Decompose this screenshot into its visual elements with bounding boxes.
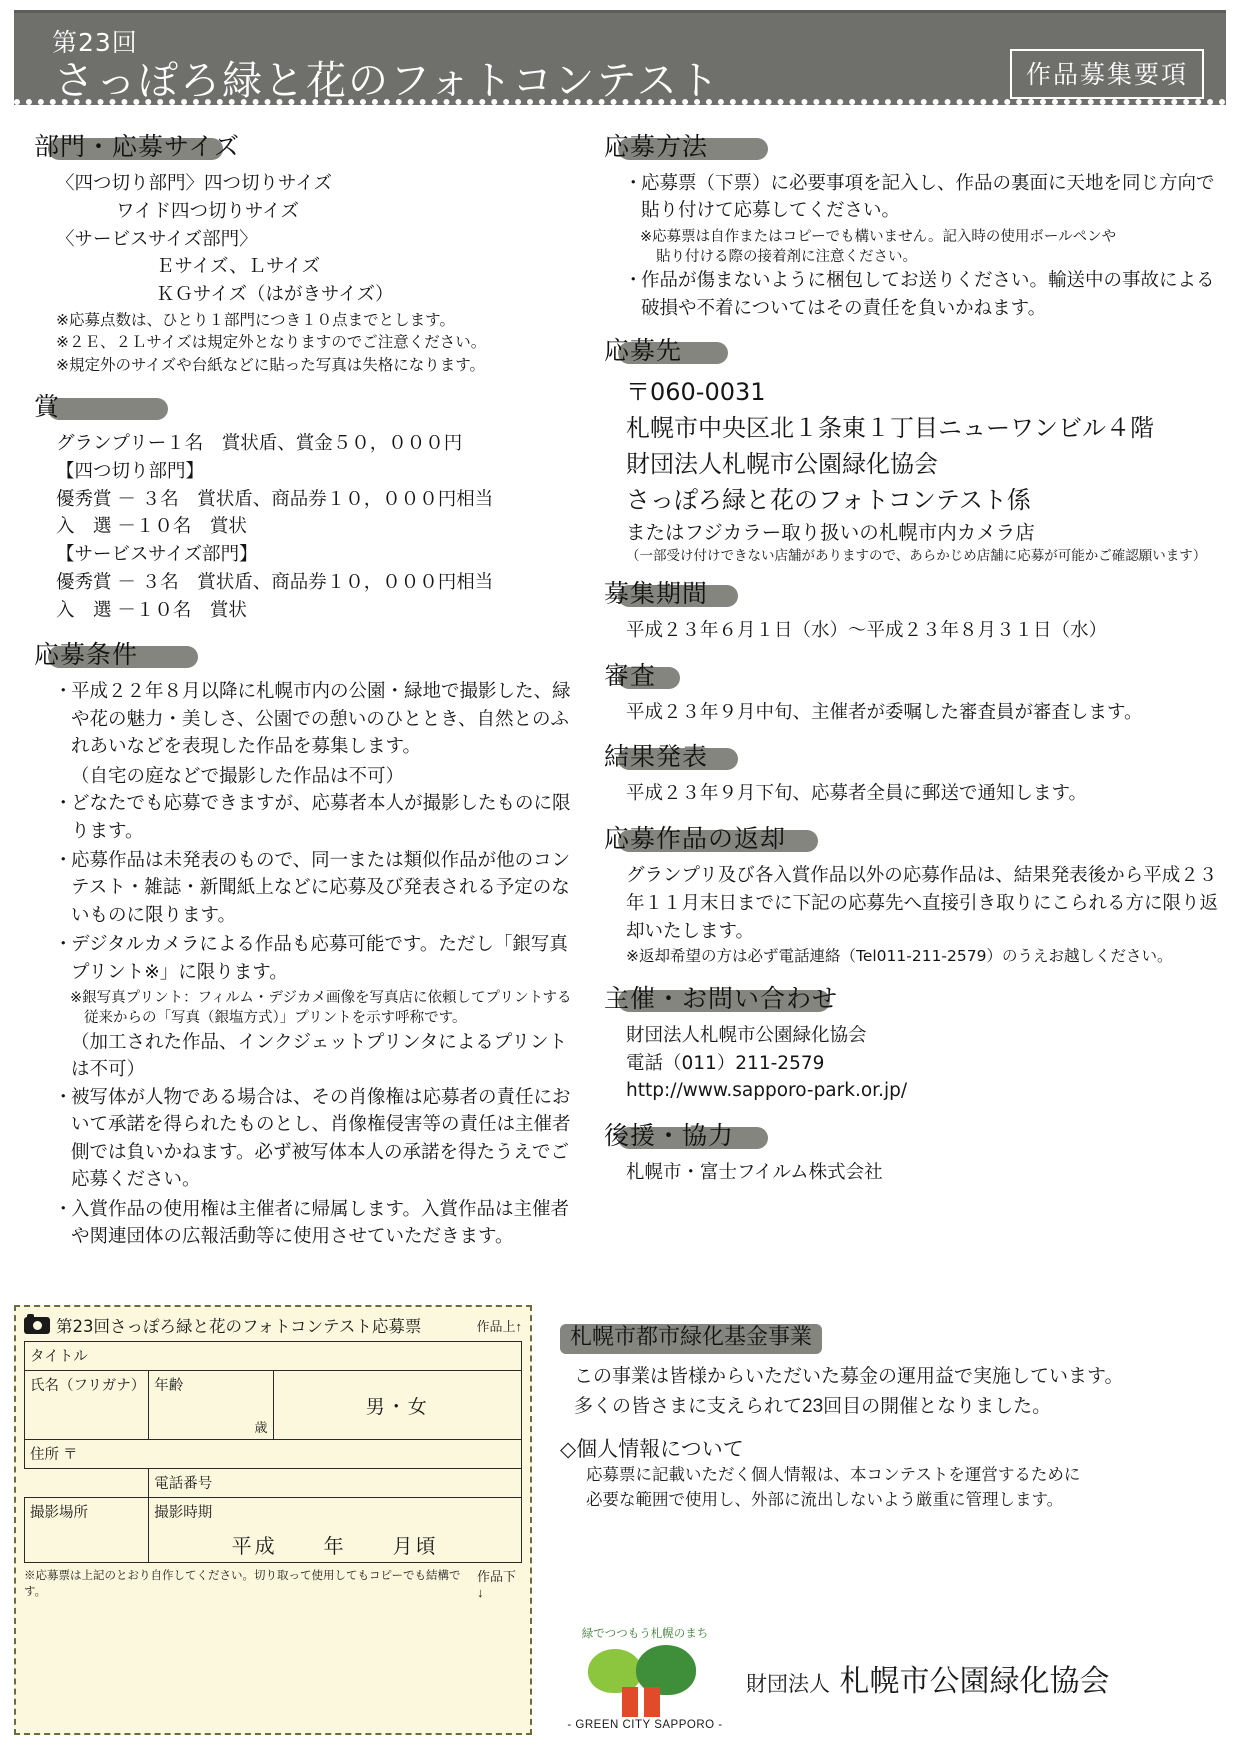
conditions-print-note-2: 従来からの「写真（銀塩方式）」プリントを示す呼称です。	[84, 1010, 467, 1027]
section-method-heading	[600, 130, 1220, 164]
category-line-2: ワイド四つ切りサイズ	[116, 200, 299, 222]
slip-table	[24, 1341, 522, 1563]
section-prize-heading	[30, 390, 575, 424]
judging-value: 平成２３年９月中旬、主催者が委嘱した審査員が審査します。	[626, 701, 1143, 723]
list-item: ・ デジタルカメラによる作品も応募可能です。ただし「銀写真プリント※」に限ります。	[56, 931, 575, 986]
logo-bar-right	[644, 1687, 660, 1717]
prize-grand: グランプリー１名 賞状盾、賞金５０，０００円	[56, 433, 463, 455]
destination-alt-note: （一部受け付けできない店舗がありますので、あらかじめ店舗に応募が可能かご確認願います）	[626, 548, 1207, 565]
section-results-heading	[600, 740, 1220, 774]
conditions-list-3	[56, 1084, 575, 1250]
conditions-list	[56, 678, 575, 760]
table-row	[25, 1440, 522, 1469]
prize-section-1-a: 優秀賞 － ３名 賞状盾、商品券１０，０００円相当	[56, 488, 494, 510]
fund-line-1: この事業は皆様からいただいた募金の運用益で実施しています。	[574, 1366, 1124, 1387]
list-item: ・ どなたでも応募できますが、応募者本人が撮影したものに限ります。	[56, 790, 575, 845]
contact-url[interactable]: http://www.sapporo-park.or.jp/	[626, 1080, 908, 1102]
slip-header	[24, 1313, 522, 1337]
section-return-body	[600, 862, 1220, 968]
logo-arc-text: 緑でつつもう札幌のまち	[581, 1628, 709, 1640]
fund-line-2: 多くの皆さまに支えられて23回目の開催となりました。	[574, 1396, 1052, 1418]
list-item: ・ 入賞作品の使用権は主催者に帰属します。入賞作品は主催者や関連団体の広報活動等に使用させていただきます。	[56, 1196, 575, 1251]
section-judging-heading	[600, 659, 1220, 693]
slip-date-value: 平成 年 月頃	[231, 1534, 439, 1558]
period-value: 平成２３年６月１日（水）〜平成２３年８月３１日（水）	[626, 619, 1108, 641]
slip-bottom-mark: 作品下↓	[477, 1569, 517, 1600]
heading-text: 募集期間	[604, 578, 709, 608]
method-note-2: 貼り付ける際の接着剤に注意ください。	[656, 249, 917, 266]
support-value: 札幌市・富士フイルム株式会社	[626, 1162, 883, 1184]
table-row	[25, 1342, 522, 1371]
fund-heading	[560, 1320, 822, 1356]
slip-age-label: 年齢	[154, 1378, 184, 1394]
results-value: 平成２３年９月下旬、応募者全員に郵送で通知します。	[626, 783, 1088, 805]
table-row	[25, 1498, 522, 1563]
list-item: ・ 応募作品は未発表のもので、同一または類似作品が他のコンテスト・雑誌・新聞紙上などに応募及び発表される予定のないものに限ります。	[56, 847, 575, 929]
right-column	[600, 130, 1220, 1187]
slip-title-field[interactable]	[25, 1342, 522, 1371]
heading-text: 応募作品の返却	[604, 824, 787, 854]
prize-section-1: 【四つ切り部門】	[56, 460, 205, 482]
category-note-1: ※応募点数は、ひとり１部門につき１０点までとします。	[56, 310, 455, 329]
category-line-5: ＫＧサイズ（はがきサイズ）	[156, 284, 394, 305]
category-line-4: Ｅサイズ、Ｌサイズ	[156, 256, 321, 278]
privacy-body	[560, 1463, 1220, 1514]
slip-footnote: ※応募票は上記のとおり自作してください。切り取って使用してもコピーでも結構です。	[24, 1570, 461, 1598]
method-note-1: ※応募票は自作またはコピーでも構いません。記入時の使用ボールペンや	[640, 228, 1117, 245]
header-badge: 作品募集要項	[1010, 49, 1204, 99]
fund-body	[560, 1362, 1220, 1423]
application-slip	[14, 1305, 532, 1735]
logo-mark	[560, 1623, 730, 1733]
heading-text: 結果発表	[604, 742, 709, 772]
left-column	[30, 130, 575, 1252]
slip-gender-field[interactable]	[273, 1371, 522, 1440]
section-destination-heading	[600, 334, 1220, 368]
section-method-body	[600, 170, 1220, 322]
section-period-body	[600, 617, 1220, 645]
prize-section-1-b: 入 選 －１０名 賞状	[56, 516, 247, 538]
section-prize-body	[30, 430, 575, 624]
category-note-2: ※２Ｅ、２Ｌサイズは規定外となりますのでご注意ください。	[56, 333, 487, 352]
slip-title: 第23回さっぽろ緑と花のフォトコンテスト応募票	[56, 1317, 422, 1336]
destination-address: 札幌市中央区北１条東１丁目ニューワンビル４階	[626, 414, 1154, 443]
slip-blank-cell	[25, 1469, 149, 1498]
heading-text: 札幌市都市緑化基金事業	[570, 1325, 813, 1350]
destination-alt: またはフジカラー取り扱いの札幌市内カメラ店	[626, 521, 1035, 545]
section-contact-body	[600, 1022, 1220, 1105]
list-item: ・ 作品が傷まないように梱包してお送りください。輸送中の事故による破損や不着についてはその責任を負いかねます。	[626, 267, 1220, 322]
slip-place-field[interactable]	[25, 1498, 149, 1563]
section-results-body	[600, 780, 1220, 808]
conditions-sub-processed: （加工された作品、インクジェットプリンタによるプリントは不可）	[71, 1031, 567, 1081]
camera-icon	[24, 1317, 50, 1334]
prize-section-2-a: 優秀賞 － ３名 賞状盾、商品券１０，０００円相当	[56, 571, 494, 593]
heading-text: 後援・協力	[604, 1121, 735, 1151]
section-conditions-body	[30, 678, 575, 1250]
section-support-heading	[600, 1119, 1220, 1153]
heading-bar	[48, 398, 168, 420]
category-note-3: ※規定外のサイズや台紙などに貼った写真は失格になります。	[56, 355, 486, 374]
slip-gender-label: 男・女	[365, 1395, 429, 1418]
destination-org: 財団法人札幌市公園緑化協会	[626, 450, 938, 479]
method-list-1	[626, 170, 1220, 225]
section-period-heading	[600, 577, 1220, 611]
slip-age-unit: 歳	[254, 1420, 268, 1435]
heading-text: 応募先	[604, 336, 683, 366]
privacy-line-1: 応募票に記載いただく個人情報は、本コンテストを運営するために	[586, 1465, 1081, 1484]
slip-age-field[interactable]	[149, 1371, 273, 1440]
conditions-list-2	[56, 790, 575, 986]
list-item: ・ 平成２２年８月以降に札幌市内の公園・緑地で撮影した、緑や花の魅力・美しさ、公園での憩いのひととき、自然とのふれあいなどを表現した作品を募集します。	[56, 678, 575, 760]
page-title: さっぽろ緑と花のフォトコンテスト	[54, 58, 721, 104]
heading-text: 審査	[604, 660, 657, 690]
logo-org-text	[746, 1656, 1110, 1700]
category-line-1: 〈四つ切り部門〉四つ切りサイズ	[56, 173, 333, 194]
section-conditions-heading	[30, 638, 575, 672]
destination-dept: さっぽろ緑と花のフォトコンテスト係	[626, 486, 1031, 515]
table-row	[25, 1469, 522, 1498]
organization-logo	[560, 1618, 1240, 1738]
slip-tel-field[interactable]	[149, 1469, 522, 1498]
heading-text: 部門・応募サイズ	[34, 132, 241, 161]
heading-text: 賞	[34, 392, 61, 422]
slip-footer	[24, 1566, 522, 1600]
section-contact-heading	[600, 982, 1220, 1016]
destination-zip: 〒060-0031	[626, 378, 766, 407]
category-line-3: 〈サービスサイズ部門〉	[56, 228, 258, 250]
slip-place-label: 撮影場所	[30, 1505, 88, 1521]
section-judging-body	[600, 699, 1220, 727]
contact-tel: 電話（011）211-2579	[626, 1052, 825, 1074]
page-header	[14, 10, 1226, 105]
section-return-heading	[600, 822, 1220, 856]
header-edition: 第23回	[52, 28, 138, 57]
prize-section-2: 【サービスサイズ部門】	[56, 544, 258, 566]
table-row	[25, 1371, 522, 1440]
fund-block	[560, 1320, 1220, 1514]
method-list-2	[626, 267, 1220, 322]
slip-name-label: 氏名（フリガナ）	[30, 1378, 146, 1394]
list-item: ・ 被写体が人物である場合は、その肖像権は応募者の責任において承諾を得られたものとし、肖像権侵害等の責任は主催者側では負いかねます。必ず被写体本人の承諾を得たうえでご応募ください。	[56, 1084, 575, 1194]
prize-section-2-b: 入 選 －１０名 賞状	[56, 599, 247, 621]
logo-subtext: - GREEN CITY SAPPORO -	[567, 1719, 723, 1731]
section-category-body	[30, 170, 575, 376]
section-support-body	[600, 1159, 1220, 1187]
privacy-line-2: 必要な範囲で使用し、外部に流出しないよう厳重に管理します。	[586, 1491, 1064, 1510]
slip-date-label: 撮影時期	[154, 1505, 213, 1521]
slip-title-label: タイトル	[30, 1349, 88, 1365]
heading-text: 応募方法	[604, 132, 709, 161]
slip-name-field[interactable]	[25, 1371, 149, 1440]
return-note: ※返却希望の方は必ず電話連絡（Tel011-211-2579）のうえお越しください。	[626, 947, 1173, 966]
section-category-heading	[30, 130, 575, 164]
heading-text: 応募条件	[34, 640, 139, 670]
slip-date-field[interactable]	[149, 1498, 522, 1563]
contact-org: 財団法人札幌市公園緑化協会	[626, 1024, 867, 1046]
heading-text: 主催・お問い合わせ	[604, 983, 839, 1013]
return-value: グランプリ及び各入賞作品以外の応募作品は、結果発表後から平成２３年１１月末日までに下記の応募先へ直接引き取りにこられる方に限り返却いたします。	[626, 865, 1219, 942]
conditions-print-note-1: ※銀写真プリント：フィルム・デジカメ画像を写真店に依頼してプリントする	[70, 989, 572, 1006]
logo-org-small: 財団法人	[746, 1672, 830, 1696]
list-item: ・ 応募票（下票）に必要事項を記入し、作品の裏面に天地を同じ方向で貼り付けて応募してください。	[626, 170, 1220, 225]
conditions-sub-home: （自宅の庭などで撮影した作品は不可）	[71, 765, 405, 787]
privacy-heading: ◇個人情報について	[560, 1436, 744, 1461]
logo-bar-left	[622, 1687, 638, 1717]
section-destination-body	[600, 374, 1220, 567]
slip-tel-label: 電話番号	[154, 1476, 213, 1492]
slip-address-label: 住所 〒	[30, 1447, 78, 1463]
logo-org-name: 札幌市公園緑化協会	[839, 1664, 1110, 1699]
slip-top-mark: 作品上↑	[476, 1318, 522, 1334]
slip-address-field[interactable]	[25, 1440, 522, 1469]
